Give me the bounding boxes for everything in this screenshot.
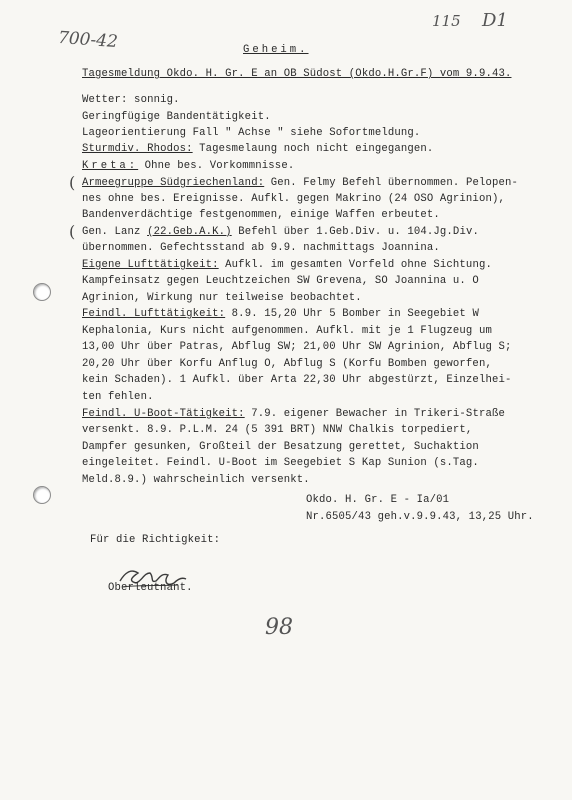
text-line: Lageorientierung Fall " Achse " siehe Sofortmeldung. (82, 127, 421, 139)
text-line: Wetter: sonnig. (82, 94, 180, 106)
report-subject: Tagesmeldung Okdo. H. Gr. E an OB Südost (Okdo.H.Gr.F) vom 9.9.43. (82, 68, 512, 80)
section-heading: Kreta: (82, 160, 139, 172)
section-heading: Sturmdiv. Rhodos: (82, 143, 193, 155)
text-line: übernommen. Gefechtsstand ab 9.9. nachmittags Joannina. (82, 242, 440, 254)
text-line: Eigene Lufttätigkeit: Aufkl. im gesamten Vorfeld ohne Sichtung. (82, 259, 492, 271)
text-line: kein Schaden). 1 Aufkl. über Arta 22,30 Uhr abgestürzt, Einzelhei- (82, 374, 512, 386)
text-line: Armeegruppe Südgriechenland: Gen. Felmy Befehl übernommen. Pelopen- (82, 177, 519, 189)
certification-label: Für die Richtigkeit: (90, 534, 221, 546)
text-line: Bandenverdächtige festgenommen, einige Waffen erbeutet. (82, 209, 440, 221)
signatory-rank: Oberleutnant. (108, 582, 193, 594)
text-line: Feindl. Lufttätigkeit: 8.9. 15,20 Uhr 5 Bomber in Seegebiet W (82, 308, 479, 320)
text-line: versenkt. 8.9. P.L.M. 24 (5 391 BRT) NNW Chalkis torpediert, (82, 424, 473, 436)
text-line: Meld.8.9.) wahrscheinlich versenkt. (82, 474, 310, 486)
text-line: nes ohne bes. Ereignisse. Aufkl. gegen Makrino (24 OSO Agrinion), (82, 193, 505, 205)
text-line: Agrinion, Wirkung nur teilweise beobachtet. (82, 292, 362, 304)
margin-bracket-mark: ( (69, 222, 76, 241)
handwritten-folio-mark: D1 (482, 10, 508, 31)
text-line: Gen. Lanz (22.Geb.A.K.) Befehl über 1.Geb.Div. u. 104.Jg.Div. (82, 226, 479, 238)
margin-bracket-mark: ( (69, 173, 76, 192)
text-line: 13,00 Uhr über Patras, Abflug SW; 21,00 Uhr SW Agrinion, Abflug S; (82, 341, 512, 353)
text-line: Sturmdiv. Rhodos: Tagesmelaung noch nicht eingegangen. (82, 143, 434, 155)
unit-reference: (22.Geb.A.K.) (147, 226, 232, 238)
section-heading: Eigene Lufttätigkeit: (82, 259, 219, 271)
classification-title: Geheim. (243, 44, 309, 56)
text-line: Kreta: Ohne bes. Vorkommnisse. (82, 160, 295, 172)
reference-line: Nr.6505/43 geh.v.9.9.43, 13,25 Uhr. (306, 511, 534, 523)
text-line: Geringfügige Bandentätigkeit. (82, 111, 271, 123)
sender-line: Okdo. H. Gr. E - Ia/01 (306, 494, 450, 506)
handwritten-folio-number: 115 (432, 12, 461, 30)
text-line: Dampfer gesunken, Großteil der Besatzung gerettet, Suchaktion (82, 441, 479, 453)
punch-hole-bottom (33, 486, 51, 504)
handwritten-archive-number: 700-42 (57, 27, 119, 53)
text-line: eingeleitet. Feindl. U-Boot im Seegebiet S Kap Sunion (s.Tag. (82, 457, 479, 469)
handwritten-page-number: 98 (265, 615, 293, 640)
text-line: 20,20 Uhr über Korfu Anflug O, Abflug S (Korfu Bomben geworfen, (82, 358, 492, 370)
text-line: Feindl. U-Boot-Tätigkeit: 7.9. eigener Bewacher in Trikeri-Straße (82, 408, 505, 420)
punch-hole-top (33, 283, 51, 301)
section-heading: Feindl. U-Boot-Tätigkeit: (82, 408, 245, 420)
text-line: Kephalonia, Kurs nicht aufgenommen. Aufkl. mit je 1 Flugzeug um (82, 325, 492, 337)
text-line: ten fehlen. (82, 391, 154, 403)
text-line: Kampfeinsatz gegen Leuchtzeichen SW Grevena, SO Joannina u. O (82, 275, 479, 287)
section-heading: Armeegruppe Südgriechenland: (82, 177, 265, 189)
section-heading: Feindl. Lufttätigkeit: (82, 308, 226, 320)
